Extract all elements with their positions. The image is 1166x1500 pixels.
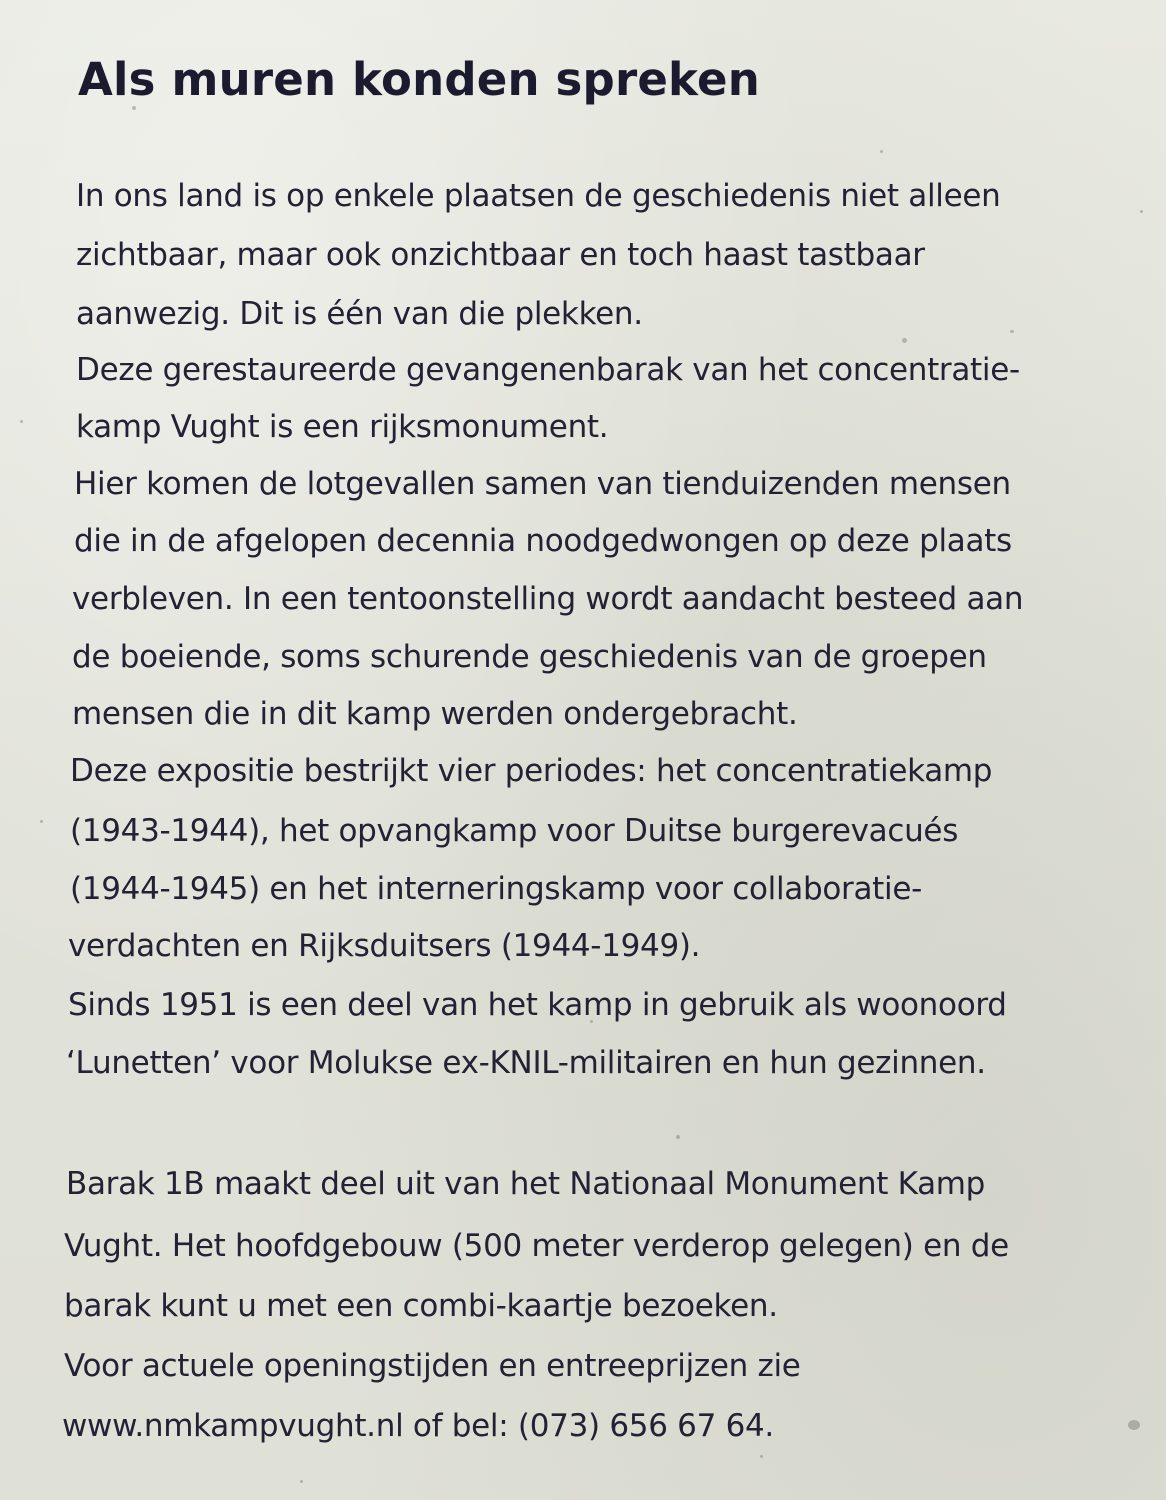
text-line: mensen die in dit kamp werden ondergebracht. <box>72 696 798 732</box>
text-line: Barak 1B maakt deel uit van het Nationaal Monument Kamp <box>66 1166 986 1202</box>
text-line: In ons land is op enkele plaatsen de geschiedenis niet alleen <box>76 178 1001 214</box>
text-line: Vught. Het hoofdgebouw (500 meter verderop gelegen) en de <box>64 1228 1009 1264</box>
text-line: Deze expositie bestrijkt vier periodes: het concentratiekamp <box>70 753 993 789</box>
text-line: die in de afgelopen decennia noodgedwongen op deze plaats <box>74 523 1012 559</box>
text-line: Hier komen de lotgevallen samen van tienduizenden mensen <box>74 466 1011 502</box>
text-line: kamp Vught is een rijksmonument. <box>76 409 609 445</box>
text-line: zichtbaar, maar ook onzichtbaar en toch haast tastbaar <box>76 237 925 273</box>
text-line: Deze gerestaureerde gevangenenbarak van het concentratie- <box>76 352 1020 388</box>
text-line: verdachten en Rijksduitsers (1944-1949). <box>68 928 701 964</box>
text-line: ‘Lunetten’ voor Molukse ex-KNIL-militairen en hun gezinnen. <box>66 1045 986 1081</box>
text-line: (1944-1945) en het interneringskamp voor collaboratie- <box>70 871 923 907</box>
text-line: de boeiende, soms schurende geschiedenis van de groepen <box>72 639 987 675</box>
text-line: verbleven. In een tentoonstelling wordt aandacht besteed aan <box>72 581 1024 617</box>
text-line: (1943-1944), het opvangkamp voor Duitse burgerevacués <box>70 813 959 849</box>
text-line: Voor actuele openingstijden en entreeprijzen zie <box>64 1348 801 1384</box>
sign-title: Als muren konden spreken <box>78 53 760 106</box>
text-line: aanwezig. Dit is één van die plekken. <box>76 296 643 332</box>
text-line: www.nmkampvught.nl of bel: (073) 656 67 64. <box>62 1408 774 1444</box>
text-line: barak kunt u met een combi-kaartje bezoeken. <box>64 1288 778 1324</box>
text-line: Sinds 1951 is een deel van het kamp in gebruik als woonoord <box>68 987 1007 1023</box>
